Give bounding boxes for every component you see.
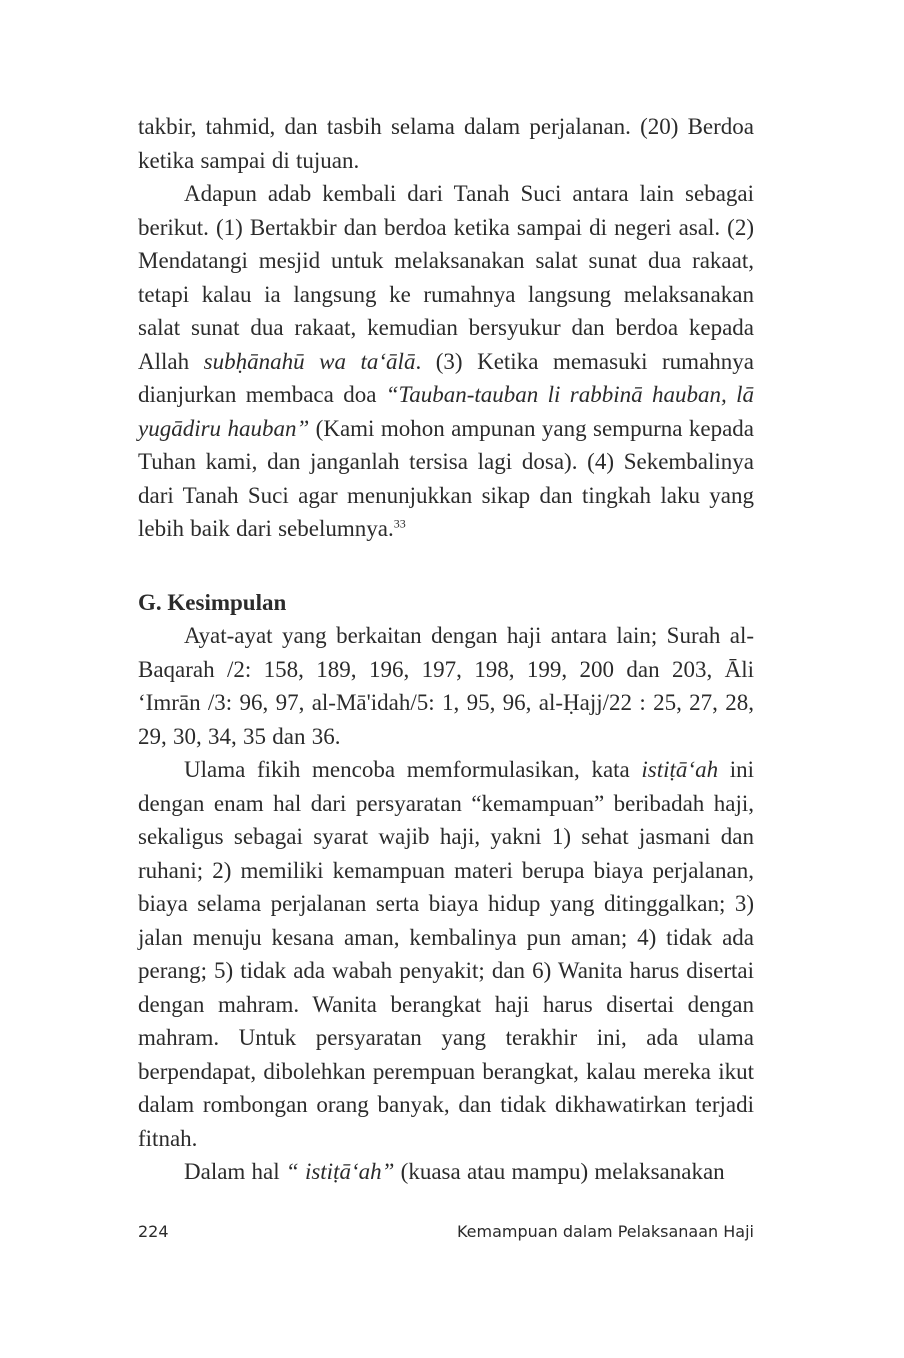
running-title: Kemampuan dalam Pelaksanaan Haji [456,1222,754,1241]
paragraph-3 [138,619,754,753]
paragraph-4-italic-b: istiṭā‘ah [641,757,719,782]
paragraph-2 [138,177,754,546]
paragraph-5-italic-b: “ istiṭā‘ah” [285,1159,395,1184]
page-number: 224 [138,1222,169,1241]
paragraph-1-text: takbir, tahmid, dan tasbih selama dalam perjalanan. (20) Berdoa ketika sampai di tujuan. [138,114,754,173]
paragraph-5-text-a: Dalam hal [184,1159,286,1184]
paragraph-2-text-a: Adapun adab kembali dari Tanah Suci antara lain sebagai berikut. (1) Bertakbir dan berdoa ketika sampai di negeri asal. (2) Mendatangi mesjid untuk melaksanakan salat sunat dua rakaat, tetapi kalau ia langsung ke rumahnya langsung melaksanakan salat sunat dua rakaat, kemudian bersyukur dan berdoa kepada Allah [138,181,754,374]
paragraph-1 [138,110,754,177]
paragraph-2-text-c: . (3) Ketika memasuki rumahnya dianjurkan membaca doa [138,348,754,407]
footnote-marker[interactable]: 33 [393,516,406,531]
paragraph-4-text-c: ini dengan enam hal dari persyaratan “kemampuan” beribadah haji, sekaligus sebagai syarat wajib haji, yakni 1) sehat jasmani dan ruhani; 2) memiliki kemampuan materi berupa biaya perjalanan, biaya selama perjalanan serta biaya hidup yang ditinggalkan; 3) jalan menuju kesana aman, kembalinya pun aman; 4) tidak ada perang; 5) tidak ada wabah penyakit; dan 6) Wanita harus disertai dengan mahram. Wanita berangkat haji harus disertai dengan mahram. Untuk persyaratan yang terakhir ini, ada ulama berpendapat, dibolehkan perempuan berangkat, kalau mereka ikut dalam rombongan orang banyak, dan tidak dikhawatirkan terjadi fitnah. [138,757,755,1151]
section-heading: G. Kesimpulan [138,589,287,615]
paragraph-2-text-e: (Kami mohon ampunan yang sempurna kepada Tuhan kami, dan janganlah tersisa lagi dosa). (4) Sekembalinya dari Tanah Suci agar menunjukkan sikap dan tingkah laku yang lebih baik dari sebelumnya. [138,415,754,541]
paragraph-3-text: Ayat-ayat yang berkaitan dengan haji antara lain; Surah al-Baqarah /2: 158, 189, 196, 197, 198, 199, 200 dan 203, Āli ‘Imrān /3: 96, 97, al-Mā'idah/5: 1, 95, 96, al-Ḥajj/22 : 25, 27, 28, 29, 30, 34, 35 dan 36. [138,623,754,749]
paragraph-5-text-c: (kuasa atau mampu) melaksanakan [394,1159,725,1184]
page-footer [138,1222,754,1241]
page-body [138,110,754,1189]
paragraph-5 [138,1155,754,1189]
paragraph-2-italic-d: “Tauban-tauban li rabbinā hauban, lā yugādiru hauban” [138,382,754,441]
paragraph-4 [138,753,754,1155]
paragraph-4-text-a: Ulama fikih mencoba memformulasikan, kata [184,757,642,782]
paragraph-2-italic-b: subḥānahū wa ta‘ālā [203,348,416,374]
